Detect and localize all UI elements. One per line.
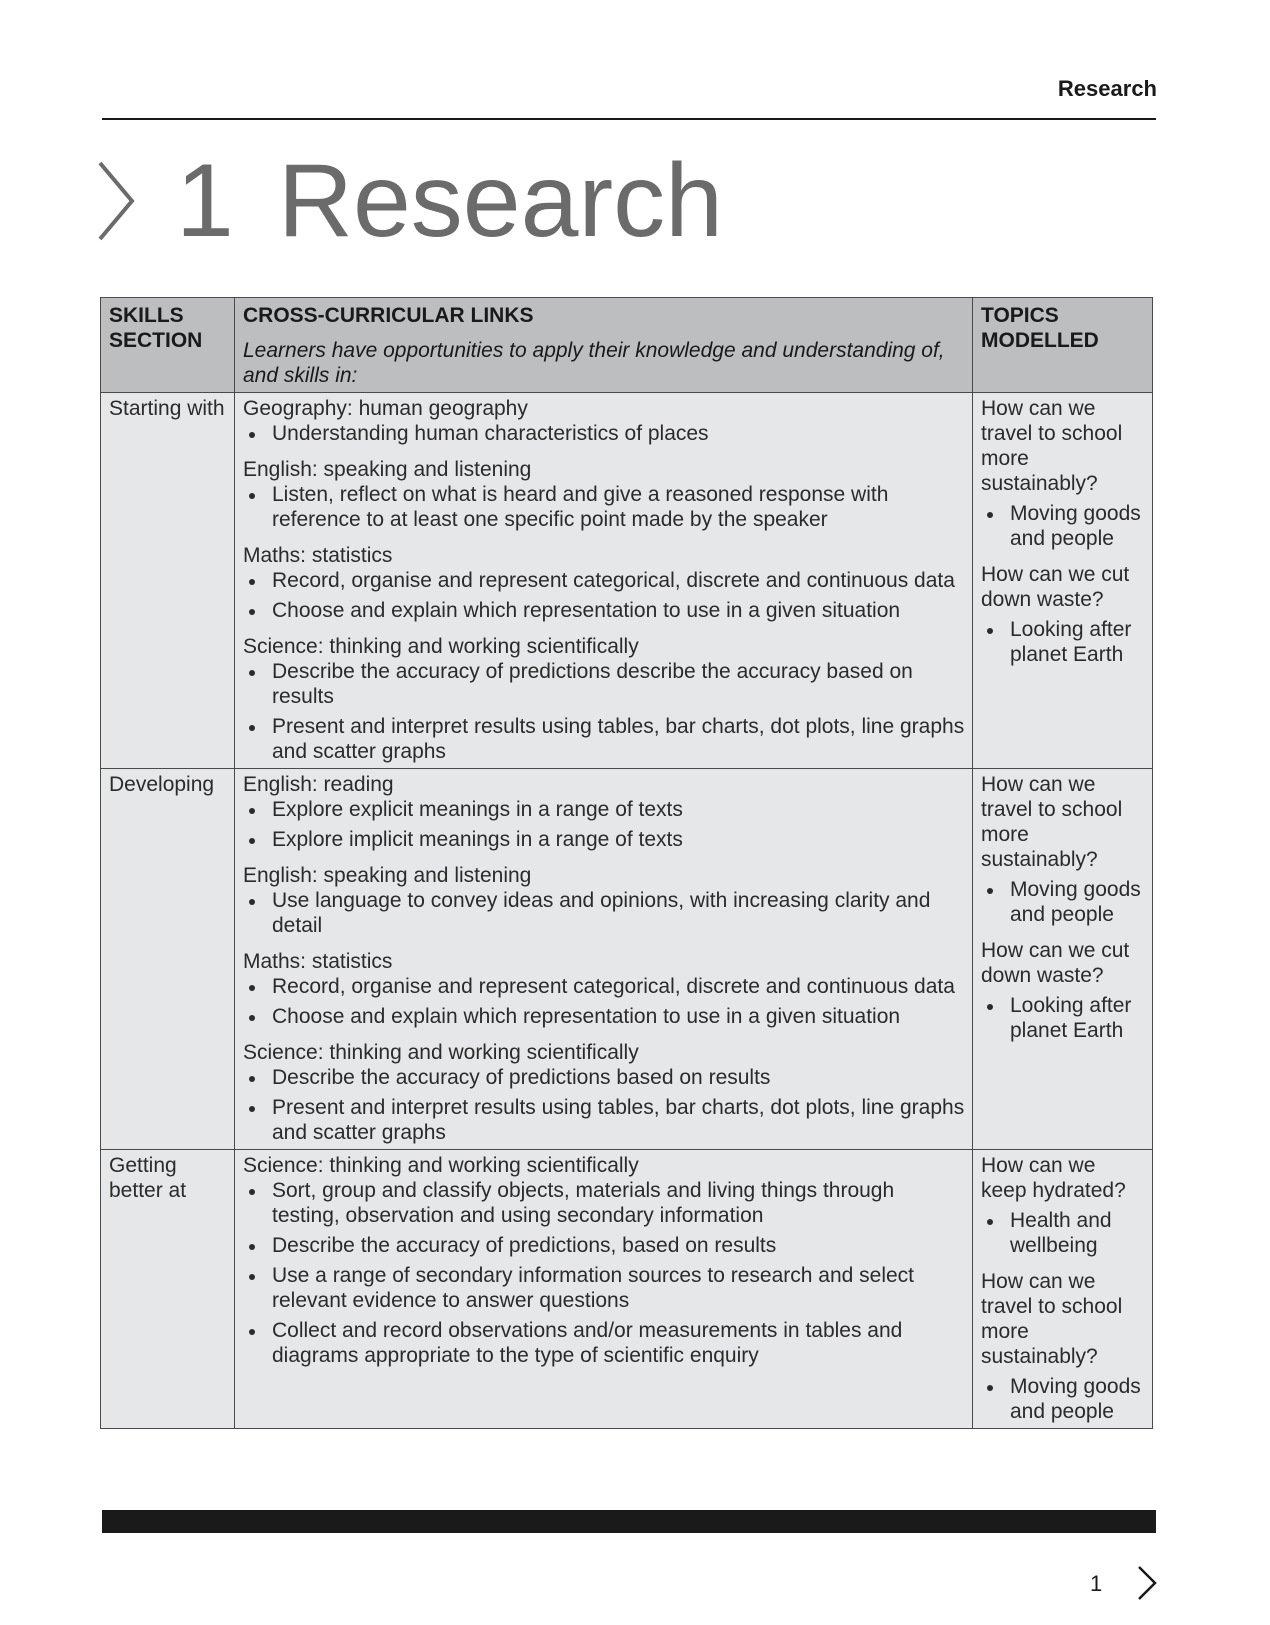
- topic-group: [981, 772, 1145, 927]
- link-group: [243, 863, 965, 938]
- list-item: Explore explicit meanings in a range of texts: [243, 797, 965, 822]
- chapter-number: 1: [176, 143, 234, 259]
- table-row: [101, 1150, 1153, 1429]
- link-group: [243, 457, 965, 532]
- subject-heading: English: speaking and listening: [243, 864, 532, 887]
- subject-heading: Science: thinking and working scientifically: [243, 635, 639, 658]
- subject-heading: Maths: statistics: [243, 544, 393, 567]
- subject-heading: English: reading: [243, 773, 394, 796]
- running-head: Research: [1057, 76, 1157, 101]
- skills-table: [100, 297, 1153, 1429]
- topics-modelled-cell: [973, 769, 1153, 1150]
- chapter-heading: [96, 143, 723, 259]
- list-item: Present and interpret results using tables, bar charts, dot plots, line graphs and scatter graphs: [243, 714, 965, 764]
- list-item: Looking after planet Earth: [981, 993, 1145, 1043]
- list-item: Looking after planet Earth: [981, 617, 1145, 667]
- subject-heading: Maths: statistics: [243, 950, 393, 973]
- table-header-row: [101, 298, 1153, 393]
- chevron-right-icon: [96, 159, 138, 243]
- topic-group: [981, 938, 1145, 1043]
- topic-bullet-list: [981, 501, 1145, 551]
- list-item: Moving goods and people: [981, 501, 1145, 551]
- page-number: 1: [1090, 1571, 1103, 1596]
- topic-bullet-list: [981, 617, 1145, 667]
- skills-section-cell: Starting with: [101, 393, 235, 769]
- list-item: Use a range of secondary information sources to research and select relevant evidence to answer questions: [243, 1263, 965, 1313]
- topic-group: [981, 1153, 1145, 1258]
- chevron-right-icon: [1136, 1565, 1158, 1606]
- link-bullet-list: [243, 659, 965, 764]
- subject-heading: Science: thinking and working scientifically: [243, 1041, 639, 1064]
- topic-bullet-list: [981, 1374, 1145, 1424]
- topic-group: [981, 396, 1145, 551]
- topic-question: How can we travel to school more sustainably?: [981, 773, 1123, 871]
- link-bullet-list: [243, 1178, 965, 1368]
- cross-curricular-links-cell: [235, 393, 973, 769]
- table-row: [101, 393, 1153, 769]
- list-item: Collect and record observations and/or measurements in tables and diagrams appropriate to the type of scientific enquiry: [243, 1318, 965, 1368]
- topic-question: How can we keep hydrated?: [981, 1154, 1126, 1202]
- cross-curricular-links-cell: [235, 1150, 973, 1429]
- footer-bar: [102, 1510, 1156, 1533]
- link-group: [243, 1040, 965, 1145]
- topic-bullet-list: [981, 877, 1145, 927]
- header-rule: [102, 118, 1156, 120]
- link-bullet-list: [243, 482, 965, 532]
- topic-question: How can we cut down waste?: [981, 939, 1130, 987]
- list-item: Listen, reflect on what is heard and give a reasoned response with reference to at least one specific point made by the speaker: [243, 482, 965, 532]
- topic-group: [981, 562, 1145, 667]
- link-group: [243, 543, 965, 623]
- link-bullet-list: [243, 974, 965, 1029]
- topic-bullet-list: [981, 1208, 1145, 1258]
- list-item: Sort, group and classify objects, materials and living things through testing, observation and using secondary information: [243, 1178, 965, 1228]
- list-item: Describe the accuracy of predictions, based on results: [243, 1233, 965, 1258]
- list-item: Use language to convey ideas and opinions, with increasing clarity and detail: [243, 888, 965, 938]
- chapter-title: Research: [277, 143, 723, 259]
- link-bullet-list: [243, 888, 965, 938]
- subject-heading: Science: thinking and working scientifically: [243, 1154, 639, 1177]
- cross-curricular-links-cell: [235, 769, 973, 1150]
- link-group: [243, 634, 965, 764]
- list-item: Understanding human characteristics of places: [243, 421, 965, 446]
- link-bullet-list: [243, 797, 965, 852]
- skills-section-cell: Getting better at: [101, 1150, 235, 1429]
- topics-modelled-cell: [973, 393, 1153, 769]
- list-item: Choose and explain which representation to use in a given situation: [243, 598, 965, 623]
- table-row: [101, 769, 1153, 1150]
- header-links-title: CROSS-CURRICULAR LINKS: [243, 304, 534, 327]
- link-bullet-list: [243, 421, 965, 446]
- list-item: Describe the accuracy of predictions describe the accuracy based on results: [243, 659, 965, 709]
- list-item: Moving goods and people: [981, 877, 1145, 927]
- subject-heading: English: speaking and listening: [243, 458, 532, 481]
- topic-bullet-list: [981, 993, 1145, 1043]
- list-item: Record, organise and represent categorical, discrete and continuous data: [243, 568, 965, 593]
- list-item: Present and interpret results using tables, bar charts, dot plots, line graphs and scatter graphs: [243, 1095, 965, 1145]
- list-item: Health and wellbeing: [981, 1208, 1145, 1258]
- topics-modelled-cell: [973, 1150, 1153, 1429]
- header-links-subtitle: Learners have opportunities to apply their knowledge and understanding of, and skills in:: [243, 339, 945, 387]
- skills-section-cell: Developing: [101, 769, 235, 1150]
- topic-question: How can we travel to school more sustainably?: [981, 397, 1123, 495]
- list-item: Explore implicit meanings in a range of texts: [243, 827, 965, 852]
- header-cross-curricular-links: [235, 298, 973, 393]
- header-skills-section: SKILLS SECTION: [101, 298, 235, 393]
- list-item: Record, organise and represent categorical, discrete and continuous data: [243, 974, 965, 999]
- topic-question: How can we travel to school more sustainably?: [981, 1270, 1123, 1368]
- topic-group: [981, 1269, 1145, 1424]
- list-item: Moving goods and people: [981, 1374, 1145, 1424]
- link-group: [243, 772, 965, 852]
- list-item: Choose and explain which representation to use in a given situation: [243, 1004, 965, 1029]
- link-bullet-list: [243, 568, 965, 623]
- header-topics-modelled: TOPICS MODELLED: [973, 298, 1153, 393]
- link-group: [243, 1153, 965, 1368]
- list-item: Describe the accuracy of predictions based on results: [243, 1065, 965, 1090]
- link-group: [243, 949, 965, 1029]
- subject-heading: Geography: human geography: [243, 397, 528, 420]
- link-bullet-list: [243, 1065, 965, 1145]
- topic-question: How can we cut down waste?: [981, 563, 1130, 611]
- link-group: [243, 396, 965, 446]
